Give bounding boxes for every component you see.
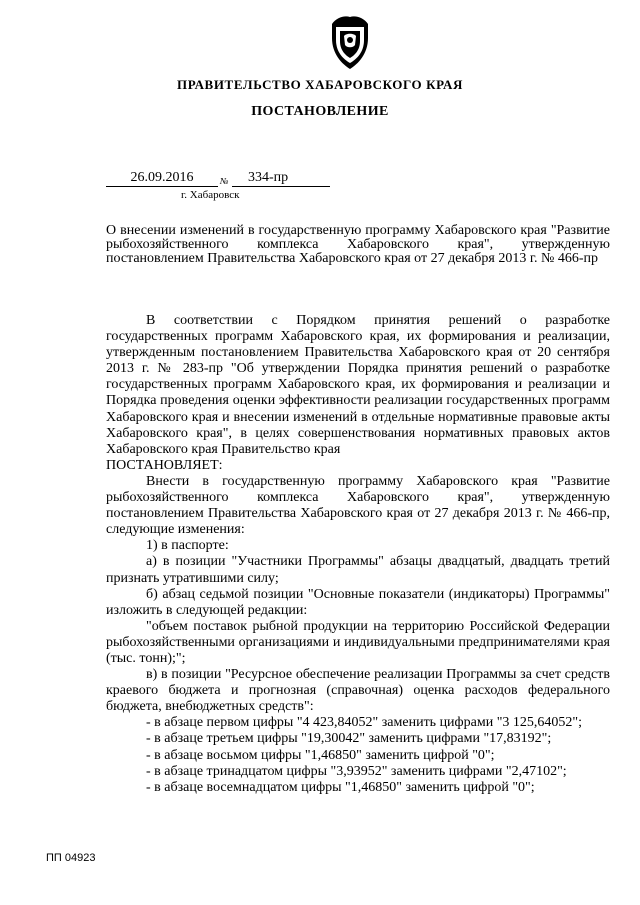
preamble-paragraph: В соответствии с Порядком принятия решений о разработке государственных программ Хабаровского края, их формирования и реализации, утвержденным постановлением Правительства Хабаровского края от 20 сентября 2013 г. № 283-пр "Об утверждении Порядка принятия решений о разработке государственных программ Хабаровского края, их формирования и реализации и Порядка проведения оценки эффективности реализации государственных программ Хабаровского края и внесении изменений в отдельные нормативные правовые акты Хабаровского края", в целях совершенствования нормативных правовых актов Хабаровского края Правительство края	[106, 313, 610, 457]
decree-word: ПОСТАНОВЛЯЕТ:	[106, 457, 223, 473]
document-type: ПОСТАНОВЛЕНИЕ	[251, 104, 389, 119]
coat-of-arms-icon	[324, 14, 376, 72]
document-number: 334-пр	[232, 170, 330, 187]
footer-code: ПП 04923	[46, 852, 96, 864]
document-body	[106, 313, 610, 796]
document-date: 26.09.2016	[106, 170, 218, 187]
item-a: а) в позиции "Участники Программы" абзацы двадцатый, двадцать третий признать утратившими силу;	[106, 554, 610, 586]
bullet-item: - в абзаце восьмом цифры "1,46850" заменить цифрой "0";	[146, 747, 495, 763]
government-title: ПРАВИТЕЛЬСТВО ХАБАРОВСКОГО КРАЯ	[176, 77, 463, 92]
item-v: в) в позиции "Ресурсное обеспечение реализации Программы за счет средств краевого бюджета и прогнозная (справочная) оценка расходов федерального бюджета, внебюджетных средств":	[106, 667, 610, 715]
number-sign: №	[220, 176, 229, 186]
bullet-item: - в абзаце восемнадцатом цифры "1,46850" заменить цифрой "0";	[146, 779, 535, 795]
quote-paragraph: "объем поставок рыбной продукции на территорию Российской Федерации рыбохозяйственными организациями и индивидуальными предпринимателями края (тыс. тонн);";	[106, 618, 610, 666]
document-subject: О внесении изменений в государственную программу Хабаровского края "Развитие рыбохозяйственного комплекса Хабаровского края", утвержденную постановлением Правительства Хабаровского края от 27 декабря 2013 г. № 466-пр	[106, 223, 610, 266]
city-label: г. Хабаровск	[181, 189, 240, 201]
bullet-item: - в абзаце первом цифры "4 423,84052" заменить цифрами "3 125,64052";	[146, 715, 583, 731]
intro-paragraph: Внести в государственную программу Хабаровского края "Развитие рыбохозяйственного комплекса Хабаровского края", утвержденную постановлением Правительства Хабаровского края от 27 декабря 2013 г. № 466-пр, следующие изменения:	[106, 473, 610, 538]
item-b: б) абзац седьмой позиции "Основные показатели (индикаторы) Программы" изложить в следующей редакции:	[106, 586, 610, 618]
item-1: 1) в паспорте:	[146, 538, 229, 554]
bullet-item: - в абзаце третьем цифры "19,30042" заменить цифрами "17,83192";	[146, 731, 552, 747]
bullet-item: - в абзаце тринадцатом цифры "3,93952" заменить цифрами "2,47102";	[146, 763, 567, 779]
